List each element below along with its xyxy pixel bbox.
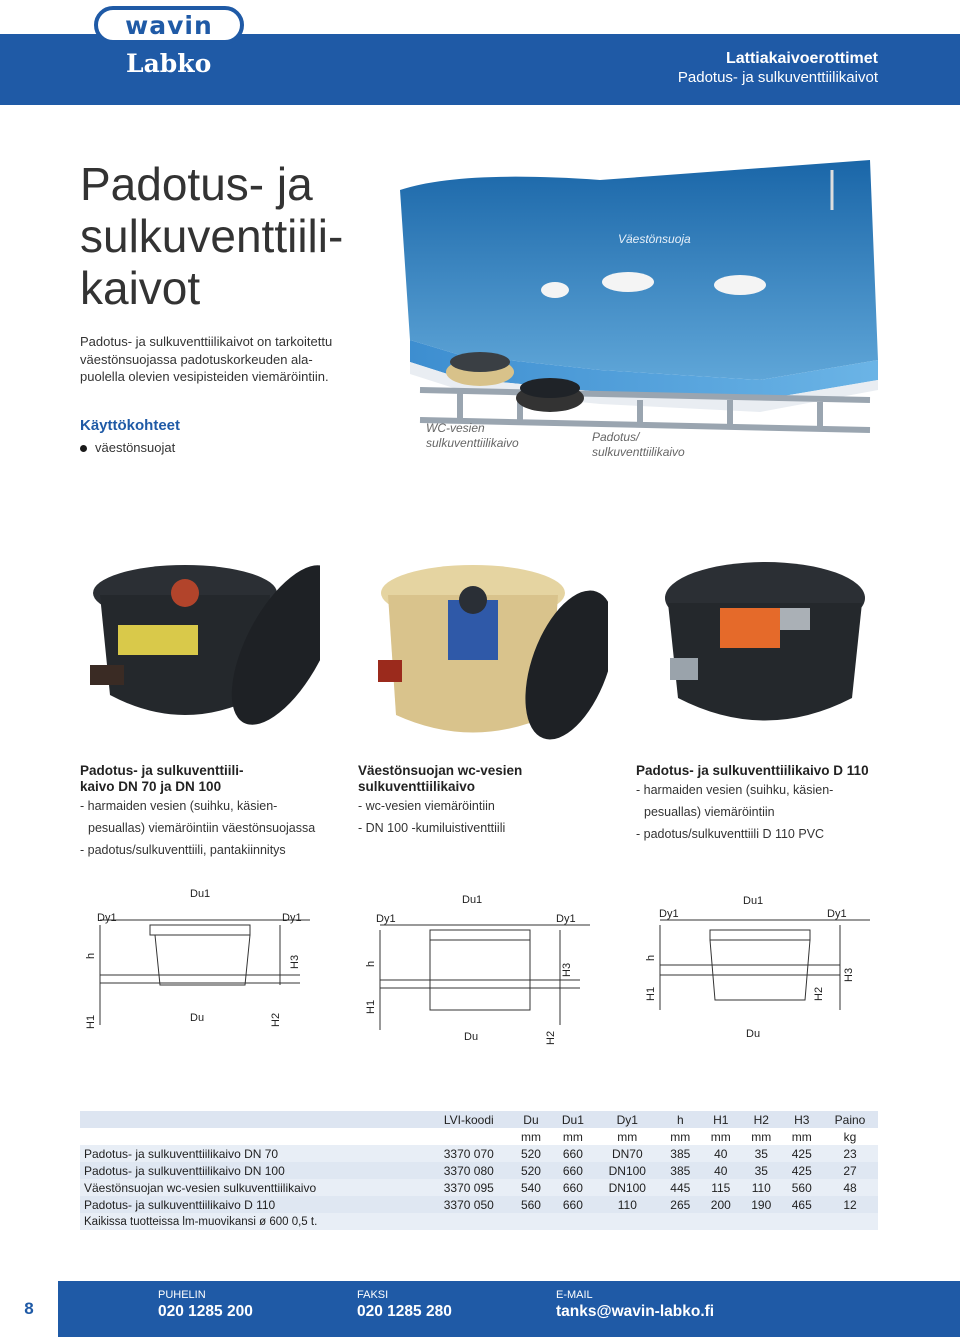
dim-dy1: Dy1 <box>659 908 679 920</box>
product-wc: Väestönsuojan wc-vesien sulkuventtiilikaivo - wc-vesien viemäröintiin - DN 100 -kumiluistiventtiili <box>358 763 628 983</box>
wavin-logo: wavin <box>94 6 244 44</box>
intro-text: Padotus- ja sulkuventtiilikaivot on tarkoitettu väestönsuojassa padotuskorkeuden ala- puolella olevien vesipisteiden viemäröintiin. <box>80 334 333 384</box>
table-row: Väestönsuojan wc-vesien sulkuventtiilikaivo 3370 095 540 660 DN100 445 115 110 560 48 <box>80 1179 878 1196</box>
product-d110: Padotus- ja sulkuventtiilikaivo D 110 - harmaiden vesien (suihku, käsien- pesuallas) viemäröintiin - padotus/sulkuventtiili D 110 PVC <box>636 763 906 983</box>
dim-h: h <box>85 952 97 959</box>
padotus-well-label: Padotus/ sulkuventtiilikaivo <box>592 430 685 459</box>
dim-dy1: Dy1 <box>376 913 396 925</box>
toilet-icon <box>541 282 569 298</box>
valve-wheel-icon <box>171 579 199 607</box>
page-number-box <box>0 1281 58 1337</box>
footer-fax: FAKSI 020 1285 280 <box>357 1289 452 1320</box>
drawing-d110 <box>640 885 880 1055</box>
uses-item: väestönsuojat <box>80 440 175 455</box>
product-title: Padotus- ja sulkuventtiilikaivo D 110 <box>636 763 869 778</box>
email-link[interactable]: tanks@wavin-labko.fi <box>556 1303 715 1320</box>
dim-du: Du <box>464 1031 479 1043</box>
product-dn70: Padotus- ja sulkuventtiili- kaivo DN 70 ja DN 100 - harmaiden vesien (suihku, käsien- pesuallas) viemäröintiin väestönsuojassa - padotus/sulkuventtiili, pantakiinnitys <box>80 763 350 983</box>
dim-dy1: Dy1 <box>827 908 847 920</box>
drawing-wc <box>360 885 600 1055</box>
table-row: Padotus- ja sulkuventtiilikaivo D 110 3370 050 560 660 110 265 200 190 465 12 <box>80 1196 878 1213</box>
header-category: Lattiakaivoerottimet <box>725 50 878 67</box>
footer-email[interactable]: E-MAIL tanks@wavin-labko.fi <box>556 1289 715 1320</box>
dim-h2: H2 <box>813 986 825 1001</box>
page-number: 8 <box>24 1299 34 1318</box>
dim-du1: Du1 <box>190 888 211 900</box>
sink-icon <box>714 275 766 295</box>
dim-h1: H1 <box>85 1014 97 1029</box>
product-photo-d110 <box>660 548 870 748</box>
product-photo-dn70 <box>90 545 320 745</box>
labko-logo: Labko <box>126 49 212 78</box>
shelter-wall <box>400 160 878 380</box>
uses-heading: Käyttökohteet <box>80 417 181 434</box>
dim-dy1: Dy1 <box>97 912 117 924</box>
sink-icon <box>602 272 654 292</box>
table-note: Kaikissa tuotteissa lm-muovikansi ø 600 0,5 t. <box>80 1213 878 1230</box>
product-photo-wc <box>378 545 608 745</box>
dim-du1: Du1 <box>743 895 764 907</box>
wc-well-label: WC-vesien sulkuventtiilikaivo <box>426 421 519 450</box>
bullet-icon <box>80 445 87 452</box>
spec-table <box>80 1111 878 1230</box>
dim-h: h <box>365 960 377 967</box>
product-label <box>118 625 198 655</box>
dim-h: h <box>645 954 657 961</box>
table-header-row: LVI-koodi Du Du1 Dy1 h H1 H2 H3 Paino <box>80 1111 878 1128</box>
dim-du1: Du1 <box>462 894 483 906</box>
dim-h1: H1 <box>365 999 377 1014</box>
dim-h3: H3 <box>843 967 855 982</box>
shelter-illustration <box>400 150 880 460</box>
dim-h1: H1 <box>645 986 657 1001</box>
dim-dy1: Dy1 <box>556 913 576 925</box>
dim-h3: H3 <box>561 962 573 977</box>
dim-du: Du <box>746 1028 761 1040</box>
dim-du: Du <box>190 1012 205 1024</box>
dim-h2: H2 <box>545 1030 557 1045</box>
product-title: Väestönsuojan wc-vesien sulkuventtiilikaivo <box>358 763 523 794</box>
header-subtitle: Padotus- ja sulkuventtiilikaivot <box>677 69 878 86</box>
valve-wheel-icon <box>459 586 487 614</box>
table-row: Padotus- ja sulkuventtiilikaivo DN 100 3370 080 520 660 DN100 385 40 35 425 27 <box>80 1162 878 1179</box>
table-unit-row: mm mm mm mm mm mm mm kg <box>80 1128 878 1145</box>
footer-band <box>0 1281 960 1337</box>
table-note-row <box>80 1213 878 1230</box>
page-title: Padotus- ja sulkuventtiili- kaivot <box>80 158 344 314</box>
drawing-dn70 <box>80 885 320 1055</box>
dim-h3: H3 <box>289 954 301 969</box>
check-valve <box>720 608 780 648</box>
table-row: Padotus- ja sulkuventtiilikaivo DN 70 3370 070 520 660 DN70 385 40 35 425 23 <box>80 1145 878 1162</box>
dim-dy1: Dy1 <box>282 912 302 924</box>
dim-h2: H2 <box>270 1012 282 1027</box>
product-title: Padotus- ja sulkuventtiili- kaivo DN 70 ja DN 100 <box>80 763 244 794</box>
footer-phone: PUHELIN 020 1285 200 <box>158 1289 253 1320</box>
shelter-label: Väestönsuoja <box>618 232 691 246</box>
